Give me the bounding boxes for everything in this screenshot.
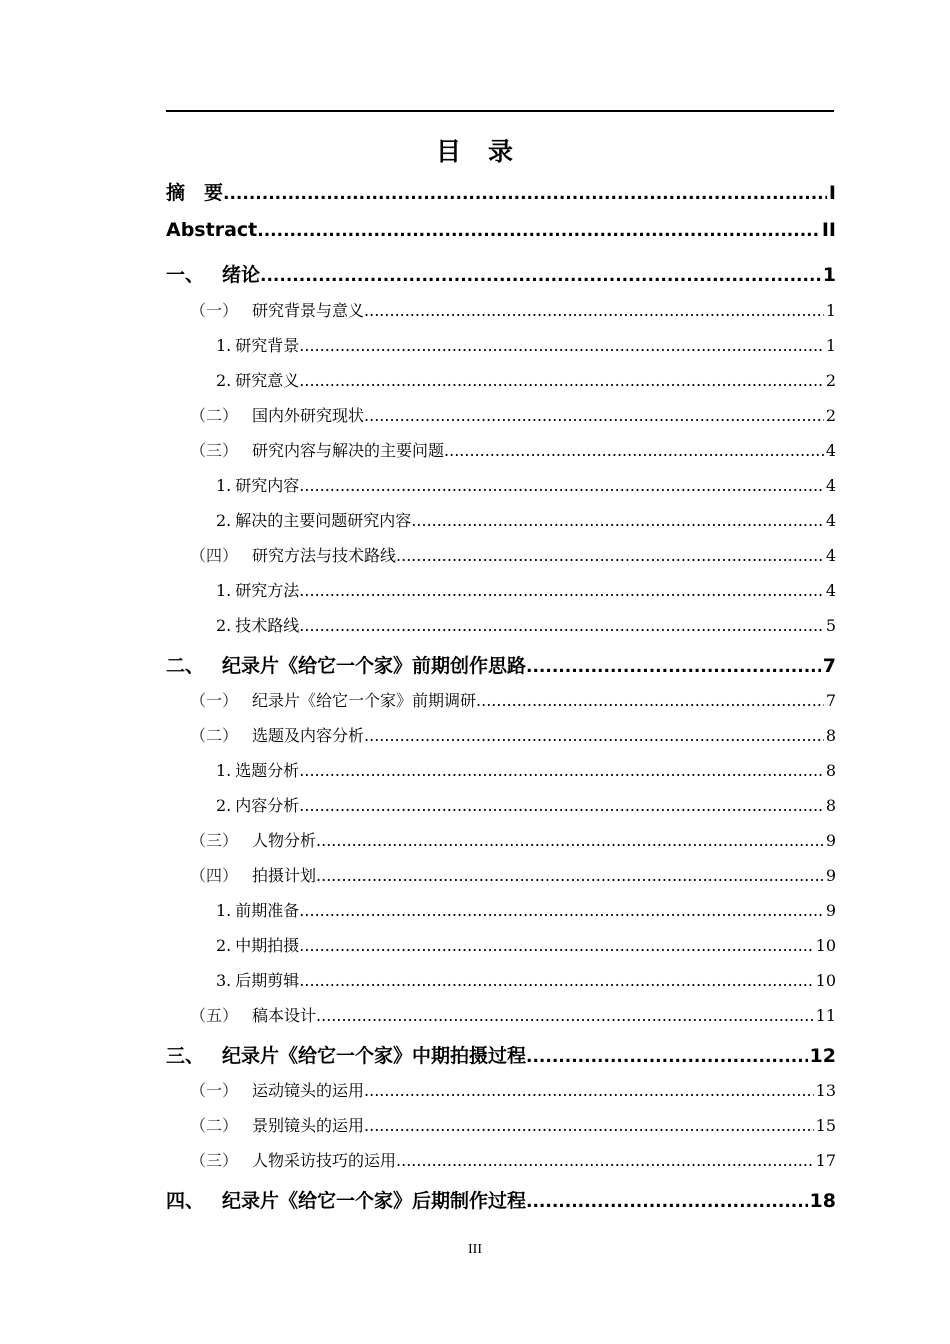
- toc-entry-page: 1: [822, 264, 836, 286]
- toc-entry-level-2[interactable]: [166, 723, 836, 746]
- toc-entry-number: 1.: [216, 901, 232, 920]
- dot-leader: [364, 301, 824, 320]
- toc-entry-level-2[interactable]: [166, 543, 836, 566]
- toc-entry-page: 5: [825, 616, 836, 635]
- toc-entry-number: （三）: [190, 441, 239, 460]
- toc-entry-title: 选题分析: [235, 761, 300, 780]
- toc-entry-number: （五）: [190, 1006, 239, 1025]
- toc-entry-title: 运动镜头的运用: [252, 1081, 365, 1100]
- dot-leader: [299, 371, 824, 390]
- toc-entry-page: 18: [809, 1190, 836, 1212]
- toc-entry-title: 研究方法与技术路线: [252, 546, 397, 565]
- toc-entry-title: 人物分析: [252, 831, 317, 850]
- toc-entry-title: 绪论: [222, 264, 261, 286]
- toc-entry-level-3[interactable]: [166, 578, 836, 601]
- toc-entry-title: 内容分析: [235, 796, 300, 815]
- toc-entry-page: 11: [815, 1006, 836, 1025]
- dot-leader: [364, 406, 824, 425]
- dot-leader: [476, 691, 824, 710]
- page-number-footer: III: [468, 1242, 482, 1257]
- toc-entry-number: （一）: [190, 1081, 239, 1100]
- toc-entry-title: 纪录片《给它一个家》前期创作思路: [222, 655, 527, 677]
- toc-entry-page: 13: [815, 1081, 836, 1100]
- toc-entry-page: 4: [825, 546, 836, 565]
- toc-entry-number: （四）: [190, 866, 239, 885]
- toc-entry-page: 8: [825, 761, 836, 780]
- toc-entry-number: 2.: [216, 371, 232, 390]
- toc-entry-page: 7: [825, 691, 836, 710]
- toc-entry-level-1[interactable]: [166, 178, 836, 205]
- dot-leader: [299, 761, 824, 780]
- dot-leader: [396, 1151, 814, 1170]
- toc-entry-title: 景别镜头的运用: [252, 1116, 365, 1135]
- dot-leader: [526, 1190, 808, 1212]
- toc-entry-level-3[interactable]: [166, 968, 836, 991]
- toc-entry-number: 四、: [166, 1190, 205, 1212]
- toc-entry-number: 二、: [166, 655, 205, 677]
- toc-entry-level-3[interactable]: [166, 933, 836, 956]
- toc-entry-number: （三）: [190, 1151, 239, 1170]
- toc-entry-level-3[interactable]: [166, 613, 836, 636]
- dot-leader: [299, 581, 824, 600]
- dot-leader: [526, 1045, 808, 1067]
- toc-entry-number: 2.: [216, 616, 232, 635]
- toc-entry-level-1[interactable]: [166, 260, 836, 287]
- toc-entry-number: （三）: [190, 831, 239, 850]
- dot-leader: [364, 1116, 814, 1135]
- toc-entry-level-2[interactable]: [166, 298, 836, 321]
- toc-entry-number: （二）: [190, 726, 239, 745]
- toc-entry-title: 研究方法: [235, 581, 300, 600]
- toc-entry-page: 9: [825, 831, 836, 850]
- toc-entry-title: 后期剪辑: [235, 971, 300, 990]
- toc-entry-level-2[interactable]: [166, 1148, 836, 1171]
- dot-leader: [299, 476, 824, 495]
- toc-entry-level-2[interactable]: [166, 403, 836, 426]
- toc-entry-page: 4: [825, 581, 836, 600]
- toc-entry-page: II: [821, 219, 836, 241]
- toc-entry-level-3[interactable]: [166, 473, 836, 496]
- toc-title: 目 录: [435, 137, 514, 166]
- toc-entry-title: 中期拍摄: [235, 936, 300, 955]
- toc-entry-level-1[interactable]: [166, 1186, 836, 1213]
- toc-entry-number: 一、: [166, 264, 205, 286]
- toc-entry-number: 三、: [166, 1045, 205, 1067]
- toc-entry-page: 17: [815, 1151, 836, 1170]
- toc-entry-level-2[interactable]: [166, 828, 836, 851]
- toc-entry-level-3[interactable]: [166, 368, 836, 391]
- toc-entry-title: 选题及内容分析: [252, 726, 365, 745]
- toc-entry-number: 2.: [216, 796, 232, 815]
- toc-entry-level-3[interactable]: [166, 793, 836, 816]
- toc-entry-page: 8: [825, 796, 836, 815]
- toc-entry-title: 研究背景: [235, 336, 300, 355]
- toc-entry-title: 研究意义: [235, 371, 300, 390]
- toc-entry-number: （一）: [190, 301, 239, 320]
- toc-entry-page: 10: [815, 971, 836, 990]
- toc-entry-page: 4: [825, 511, 836, 530]
- dot-leader: [299, 936, 813, 955]
- toc-entry-title: 研究背景与意义: [252, 301, 365, 320]
- dot-leader: [316, 831, 824, 850]
- toc-entry-page: 7: [822, 655, 836, 677]
- toc-entry-title: 拍摄计划: [252, 866, 317, 885]
- dot-leader: [444, 441, 824, 460]
- toc-entry-number: （四）: [190, 546, 239, 565]
- toc-entry-page: 10: [815, 936, 836, 955]
- toc-entry-page: 9: [825, 901, 836, 920]
- toc-entry-page: 1: [825, 301, 836, 320]
- dot-leader: [223, 182, 827, 204]
- toc-entry-number: 2.: [216, 511, 232, 530]
- toc-entry-page: 1: [825, 336, 836, 355]
- dot-leader: [364, 1081, 814, 1100]
- toc-entry-level-2[interactable]: [166, 1078, 836, 1101]
- toc-entry-title: 人物采访技巧的运用: [252, 1151, 397, 1170]
- toc-entry-level-2[interactable]: [166, 688, 836, 711]
- toc-entry-number: （一）: [190, 691, 239, 710]
- dot-leader: [316, 866, 824, 885]
- dot-leader: [299, 616, 824, 635]
- toc-entry-title: 纪录片《给它一个家》中期拍摄过程: [222, 1045, 527, 1067]
- toc-entry-title: 前期准备: [235, 901, 300, 920]
- toc-entry-level-1[interactable]: [166, 651, 836, 678]
- toc-entry-level-2[interactable]: [166, 438, 836, 461]
- toc-entry-page: I: [828, 182, 836, 204]
- toc-entry-page: 12: [809, 1045, 836, 1067]
- toc-entry-title: 研究内容: [235, 476, 300, 495]
- toc-entry-title: 摘 要: [166, 182, 224, 204]
- toc-entry-number: 1.: [216, 336, 232, 355]
- toc-entry-page: 15: [815, 1116, 836, 1135]
- toc-entry-title: 技术路线: [235, 616, 300, 635]
- toc-entry-number: （二）: [190, 1116, 239, 1135]
- toc-entry-page: 2: [825, 406, 836, 425]
- dot-leader: [396, 546, 824, 565]
- toc-entry-number: 1.: [216, 761, 232, 780]
- toc-entry-level-2[interactable]: [166, 1113, 836, 1136]
- toc-entry-title: 国内外研究现状: [252, 406, 365, 425]
- dot-leader: [299, 336, 824, 355]
- toc-entry-level-1[interactable]: [166, 219, 836, 241]
- dot-leader: [526, 655, 821, 677]
- dot-leader: [260, 264, 821, 286]
- header-rule: [166, 110, 834, 112]
- toc-entry-level-3[interactable]: [166, 898, 836, 921]
- toc-entry-number: 3.: [216, 971, 232, 990]
- toc-entry-number: 1.: [216, 581, 232, 600]
- dot-leader: [411, 511, 824, 530]
- toc-entry-title: 纪录片《给它一个家》前期调研: [252, 691, 477, 710]
- toc-entry-page: 9: [825, 866, 836, 885]
- toc-entry-level-3[interactable]: [166, 508, 836, 531]
- toc-entry-level-1[interactable]: [166, 1041, 836, 1068]
- toc-entry-title: Abstract: [166, 219, 258, 241]
- dot-leader: [364, 726, 824, 745]
- toc-entry-page: 4: [825, 441, 836, 460]
- toc-entry-level-3[interactable]: [166, 333, 836, 356]
- toc-entry-level-2[interactable]: [166, 1003, 836, 1026]
- toc-entry-level-2[interactable]: [166, 863, 836, 886]
- toc-entry-title: 稿本设计: [252, 1006, 317, 1025]
- toc-entry-number: 1.: [216, 476, 232, 495]
- dot-leader: [299, 901, 824, 920]
- dot-leader: [299, 971, 813, 990]
- toc-entry-title: 纪录片《给它一个家》后期制作过程: [222, 1190, 527, 1212]
- toc-entry-number: （二）: [190, 406, 239, 425]
- toc-entry-title: 研究内容与解决的主要问题: [252, 441, 445, 460]
- toc-entry-level-3[interactable]: [166, 758, 836, 781]
- toc-entry-title: 解决的主要问题研究内容: [235, 511, 412, 530]
- dot-leader: [257, 219, 820, 241]
- toc-entry-page: 8: [825, 726, 836, 745]
- dot-leader: [299, 796, 824, 815]
- toc-entry-page: 4: [825, 476, 836, 495]
- dot-leader: [316, 1006, 814, 1025]
- toc-entry-page: 2: [825, 371, 836, 390]
- toc-entry-number: 2.: [216, 936, 232, 955]
